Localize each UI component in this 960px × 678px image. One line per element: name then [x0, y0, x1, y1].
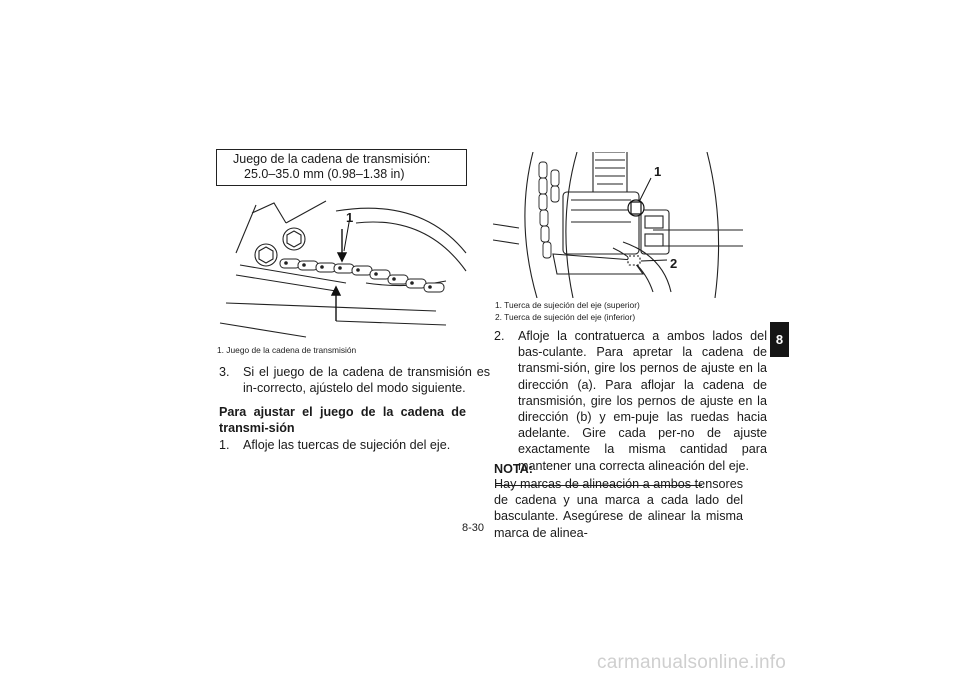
page-number: 8-30 — [462, 522, 485, 534]
spec-value: 25.0–35.0 mm (0.98–1.38 in) — [244, 167, 405, 181]
step-2 — [494, 328, 767, 474]
step-1-text: Afloje las tuercas de sujeción del eje. — [243, 438, 451, 452]
figure-caption-right-1: 1. Tuerca de sujeción del eje (superior) — [495, 300, 640, 310]
step-3 — [219, 364, 490, 396]
chain-slack-illustration — [216, 193, 468, 341]
nota-label: NOTA: — [494, 462, 533, 476]
callout-1-left: 1 — [346, 210, 354, 225]
callout-1-right: 1 — [654, 164, 662, 179]
step-1 — [219, 437, 490, 453]
callout-2-right: 2 — [670, 256, 678, 271]
axle-nut-illustration — [493, 152, 743, 298]
spec-label: Juego de la cadena de transmisión: — [233, 152, 431, 166]
section-heading: Para ajustar el juego de la cadena de transmi-sión — [219, 405, 466, 436]
step-1-number: 1. — [219, 438, 230, 452]
chapter-tab: 8 — [770, 322, 789, 357]
spec-box — [216, 149, 467, 186]
step-3-number: 3. — [219, 365, 230, 379]
step-2-text: Afloje la contratuerca a ambos lados del bas-culante. Para apretar la cadena de transmi-sión, gire los pernos de ajuste en la dirección (a). Para aflojar la cadena de transmisión, gire los pernos de ajuste en la dirección (b) y em-puje las ruedas hacia adelante. Gire cada per-no de ajuste exactamente la misma cantidad para mantener una correcta alineación del eje. — [518, 329, 767, 473]
figure-caption-left: 1. Juego de la cadena de transmisión — [217, 345, 357, 355]
nota-text: Hay marcas de alineación a ambos tensores de cadena y una marca a cada lado del basculante. Asegúrese de alinear la misma marca de alinea- — [494, 477, 743, 540]
step-3-text: Si el juego de la cadena de transmisión es in-correcto, ajústelo del modo siguiente. — [243, 365, 490, 396]
figure-caption-right-2: 2. Tuerca de sujeción del eje (inferior) — [495, 312, 636, 322]
step-2-number: 2. — [494, 329, 505, 343]
watermark: carmanualsonline.info — [597, 652, 787, 673]
